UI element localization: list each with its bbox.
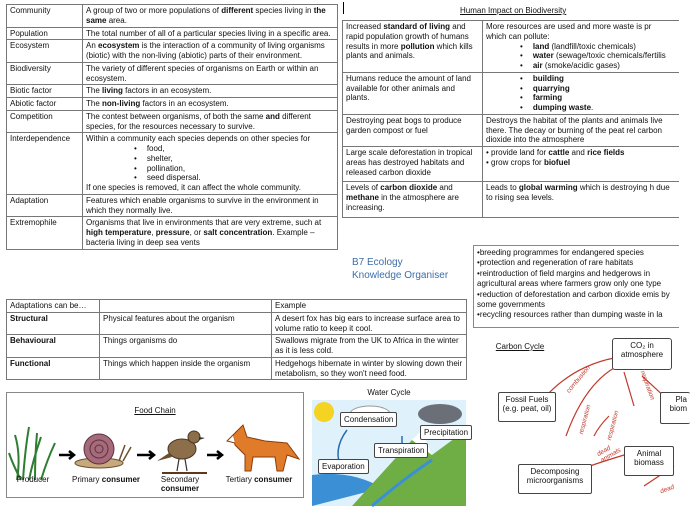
impact-effect xyxy=(483,21,680,73)
table-cell: Hedgehogs hibernate in winter by slowing down their metabolism, so they won't need food. xyxy=(272,357,467,380)
text-run: is the interaction of a community of living organisms (biotic) with the non-living (abiotic) parts of their environment. xyxy=(86,41,325,60)
text-run: Levels of xyxy=(346,183,381,193)
text-run: grow crops for xyxy=(491,157,544,167)
text-run: Destroying peat bogs to produce garden compost or fuel xyxy=(346,115,462,135)
text-run: The xyxy=(86,86,103,96)
respiration-label-2: respiration xyxy=(605,409,621,442)
animal-biomass-box: Animal biomass xyxy=(624,446,674,476)
text-run: factors in an ecosystem. xyxy=(140,99,229,108)
conservation-item: • recycling resources rather than dumping waste in la xyxy=(477,310,676,320)
table-row xyxy=(343,21,680,73)
text-run: standard of living xyxy=(383,22,451,31)
water-cycle-panel xyxy=(312,388,469,506)
text-run: biofuel xyxy=(543,157,571,167)
text-run: which is destroying h due to rising sea levels. xyxy=(486,183,670,202)
water-cycle-title: Water Cycle xyxy=(367,388,411,397)
impact-cause xyxy=(343,182,483,217)
tertiary-consumer-label: Tertiary consumer xyxy=(225,475,293,484)
keyword-term: Population xyxy=(7,27,83,40)
table-cell: Structural xyxy=(7,312,100,335)
text-run: , or xyxy=(189,228,204,237)
text-run: . Example – bacteria living in deep sea vents xyxy=(86,228,315,247)
text-run: pressure xyxy=(155,228,190,237)
keyword-definition xyxy=(83,85,338,98)
keyword-definition xyxy=(83,110,338,133)
list-item xyxy=(532,61,676,71)
keyword-definition xyxy=(83,217,338,249)
table-row xyxy=(7,312,467,335)
keyword-definition xyxy=(83,5,338,28)
text-run: which kills plants and animals. xyxy=(346,41,473,61)
divider xyxy=(343,2,344,14)
keyword-term: Ecosystem xyxy=(7,40,83,63)
impact-effect xyxy=(483,147,680,182)
dead-label: dead xyxy=(659,483,676,496)
table-row xyxy=(7,357,467,380)
text-run: different xyxy=(221,6,254,15)
column-header xyxy=(100,300,272,313)
text-run: the same xyxy=(86,6,326,25)
keyword-definition xyxy=(83,27,338,40)
impact-effect xyxy=(483,72,680,114)
text-run: provide land for xyxy=(491,148,549,157)
fossil-fuels-box: Fossil Fuels (e.g. peat, oil) xyxy=(498,392,556,422)
table-row xyxy=(343,114,680,146)
table-row xyxy=(343,147,680,182)
dead-animals-label: dead animals xyxy=(595,444,623,465)
text-run: species living in xyxy=(253,6,314,15)
impact-effect xyxy=(483,182,680,217)
ko-title: B7 Ecology Knowledge Organiser xyxy=(352,257,449,281)
text-run: salt concentration xyxy=(203,228,273,237)
snail-icon xyxy=(75,434,131,468)
text-run: Increased xyxy=(346,22,384,31)
text-run: A group of two or more populations of xyxy=(86,6,222,15)
co2-atmosphere-box: CO₂ in atmosphere xyxy=(612,338,672,370)
text-run: land xyxy=(532,41,550,51)
table-row xyxy=(7,85,338,98)
conservation-box xyxy=(473,245,679,328)
table-cell: A desert fox has big ears to increase surface area to volume ratio to keep it cool. xyxy=(272,312,467,335)
text-run: and rapid population growth of humans results in more xyxy=(346,22,469,51)
text-run: The total number of all of a particular species living in a specific area. xyxy=(86,28,331,38)
adaptations-table xyxy=(6,299,467,380)
impact-cause xyxy=(343,147,483,182)
conservation-item: • reduction of deforestation and carbon dioxide emis by some governments xyxy=(477,290,676,311)
table-row xyxy=(7,194,338,217)
text-run: Features which enable organisms to survive in the environment in which they normally live. xyxy=(86,195,319,215)
table-row xyxy=(7,98,338,111)
text-run: The xyxy=(86,99,103,108)
keyword-term: Abiotic factor xyxy=(7,98,83,111)
table-cell: Functional xyxy=(7,357,100,380)
condensation-label: Condensation xyxy=(340,412,397,427)
text-run: Organisms that live in environments that are very extreme, such at xyxy=(86,218,322,228)
table-cell: Swallows migrate from the UK to Africa in the winter as it is less cold. xyxy=(272,335,467,358)
text-run: , xyxy=(151,228,156,237)
keyword-definition xyxy=(83,133,338,195)
column-header: Example xyxy=(272,300,467,313)
table-row xyxy=(7,110,338,133)
list-item: • grow crops for biofuel xyxy=(486,157,571,167)
secondary-consumer-label: Secondary consumer xyxy=(160,475,200,493)
keyword-term: Biodiversity xyxy=(7,62,83,85)
keywords-table xyxy=(6,4,338,250)
carbon-cycle-panel xyxy=(484,336,687,506)
plant-biomass-box: Pla biom xyxy=(660,392,690,424)
respiration-label-3: respiration xyxy=(638,370,656,401)
text-run: and xyxy=(265,111,280,121)
impact-text: which can pollute: xyxy=(486,31,550,41)
text-run: living xyxy=(102,86,123,96)
carbon-cycle-title: Carbon Cycle xyxy=(495,342,545,351)
text-run: building xyxy=(532,73,564,83)
text-run: Humans reduce the amount of land available for other animals and plants. xyxy=(346,73,471,103)
text-run: area. xyxy=(106,15,127,25)
table-row xyxy=(7,217,338,249)
text-run: The variety of different species of organisms on Earth or within an ecosystem. xyxy=(86,63,319,83)
grass-icon xyxy=(9,427,55,480)
text-run: (smoke/acidic gases) xyxy=(542,61,620,70)
text-run: water xyxy=(532,51,554,61)
keyword-definition xyxy=(83,194,338,217)
text-run: cattle xyxy=(548,148,570,157)
text-run: Large scale deforestation in tropical areas has destroyed habitats and released carbon dioxide xyxy=(346,148,473,177)
text-run: rice fields xyxy=(587,148,625,157)
rain-cloud-icon xyxy=(418,404,462,424)
impact-text: More resources are used and more waste is pr xyxy=(486,22,652,31)
text-run: dumping waste xyxy=(532,103,592,112)
text-run: . xyxy=(591,103,594,112)
transpiration-label: Transpiration xyxy=(374,443,428,458)
keyword-definition xyxy=(83,98,338,111)
list-item xyxy=(532,74,676,84)
food-chain-title: Food Chain xyxy=(134,406,176,415)
impact-text xyxy=(486,183,676,203)
table-cell: Physical features about the organism xyxy=(100,312,272,335)
respiration-label-1: respiration xyxy=(577,403,593,436)
impact-cause xyxy=(343,72,483,114)
precipitation-label: Precipitation xyxy=(420,425,472,440)
evaporation-label: Evaporation xyxy=(318,459,369,474)
impact-cause xyxy=(343,21,483,73)
keyword-definition xyxy=(83,62,338,85)
list-item: • food, xyxy=(146,144,334,154)
table-cell: Things which happen inside the organism xyxy=(100,357,272,380)
table-header-row xyxy=(7,300,467,313)
text-run: in the atmosphere are increasing. xyxy=(346,193,459,212)
text-run: (sewage/toxic chemicals/fertilis xyxy=(553,51,666,61)
table-row xyxy=(7,27,338,40)
decomposers-box: Decomposing microorganisms xyxy=(518,464,592,494)
text-run: (landfill/toxic chemicals) xyxy=(549,41,636,51)
text-run: Within a community each species depends on other species for xyxy=(86,134,311,144)
impact-cause xyxy=(343,114,483,146)
list-item: • provide land for cattle and rice fields xyxy=(486,148,625,157)
text-run: and xyxy=(569,148,588,157)
column-header: Adaptations can be… xyxy=(7,300,100,313)
list-item xyxy=(532,103,676,113)
primary-consumer-label: Primary consumer xyxy=(71,475,140,484)
list-item xyxy=(532,84,676,94)
impact-effect xyxy=(483,114,680,146)
arrow-icon xyxy=(59,451,74,459)
keyword-term: Biotic factor xyxy=(7,85,83,98)
arrow-icon xyxy=(137,451,154,459)
text-run: air xyxy=(532,61,543,70)
conservation-item: • protection and regeneration of rare habitats xyxy=(477,258,676,268)
list-item xyxy=(532,93,676,103)
fox-icon xyxy=(227,425,299,471)
text-run: ecosystem xyxy=(98,41,140,51)
keyword-term: Community xyxy=(7,5,83,28)
table-row xyxy=(7,40,338,63)
text-run: methane xyxy=(346,193,379,202)
table-row xyxy=(7,5,338,28)
table-row xyxy=(7,62,338,85)
text-run: An xyxy=(86,41,99,51)
human-impact-table xyxy=(342,20,679,218)
producer-label: Producer xyxy=(16,475,50,484)
list-item xyxy=(532,42,676,52)
table-row xyxy=(343,182,680,217)
text-run: different species, for the resources necessary to survive. xyxy=(86,111,311,131)
text-run: factors in an ecosystem. xyxy=(122,86,212,96)
keyword-definition xyxy=(83,40,338,63)
conservation-item: • breeding programmes for endangered species xyxy=(477,248,676,258)
combustion-label: combustion xyxy=(565,364,592,395)
list-item: • pollination, xyxy=(146,164,334,174)
keyword-term: Competition xyxy=(7,110,83,133)
text-run: The contest between organisms, of both the same xyxy=(86,111,266,121)
impact-text: Destroys the habitat of the plants and animals live there. The decay or burning of the peat rel carbon dioxide into the atmosphere xyxy=(486,115,663,145)
conservation-item: • reintroduction of field margins and hedgerows in agricultural areas where farmers grow only one type xyxy=(477,269,676,290)
table-row xyxy=(343,72,680,114)
human-impact-title: Human Impact on Biodiversity xyxy=(460,6,567,15)
food-chain-panel xyxy=(6,392,304,498)
keyword-term: Interdependence xyxy=(7,133,83,195)
table-cell: Behavioural xyxy=(7,335,100,358)
sun-icon xyxy=(314,402,334,422)
text-run: pollution xyxy=(400,41,435,51)
table-cell: Things organisms do xyxy=(100,335,272,358)
keyword-term: Adaptation xyxy=(7,194,83,217)
keyword-term: Extremophile xyxy=(7,217,83,249)
list-item xyxy=(532,51,676,61)
table-row xyxy=(7,335,467,358)
text-run: and xyxy=(437,183,453,193)
text-run: global warming xyxy=(518,183,578,193)
text-run: quarrying xyxy=(532,83,570,93)
arrow-icon xyxy=(207,451,222,459)
text-run: non-living xyxy=(102,99,141,108)
text-run: carbon dioxide xyxy=(380,183,438,193)
bird-icon xyxy=(157,431,207,473)
table-row xyxy=(7,133,338,195)
text-run: high temperature xyxy=(86,228,152,237)
text-run: Leads to xyxy=(486,183,519,193)
text-run: farming xyxy=(532,93,563,103)
list-item: • shelter, xyxy=(146,154,334,164)
keyword-note: If one species is removed, it can affect the whole community. xyxy=(86,183,301,192)
list-item: • seed dispersal. xyxy=(146,173,334,183)
